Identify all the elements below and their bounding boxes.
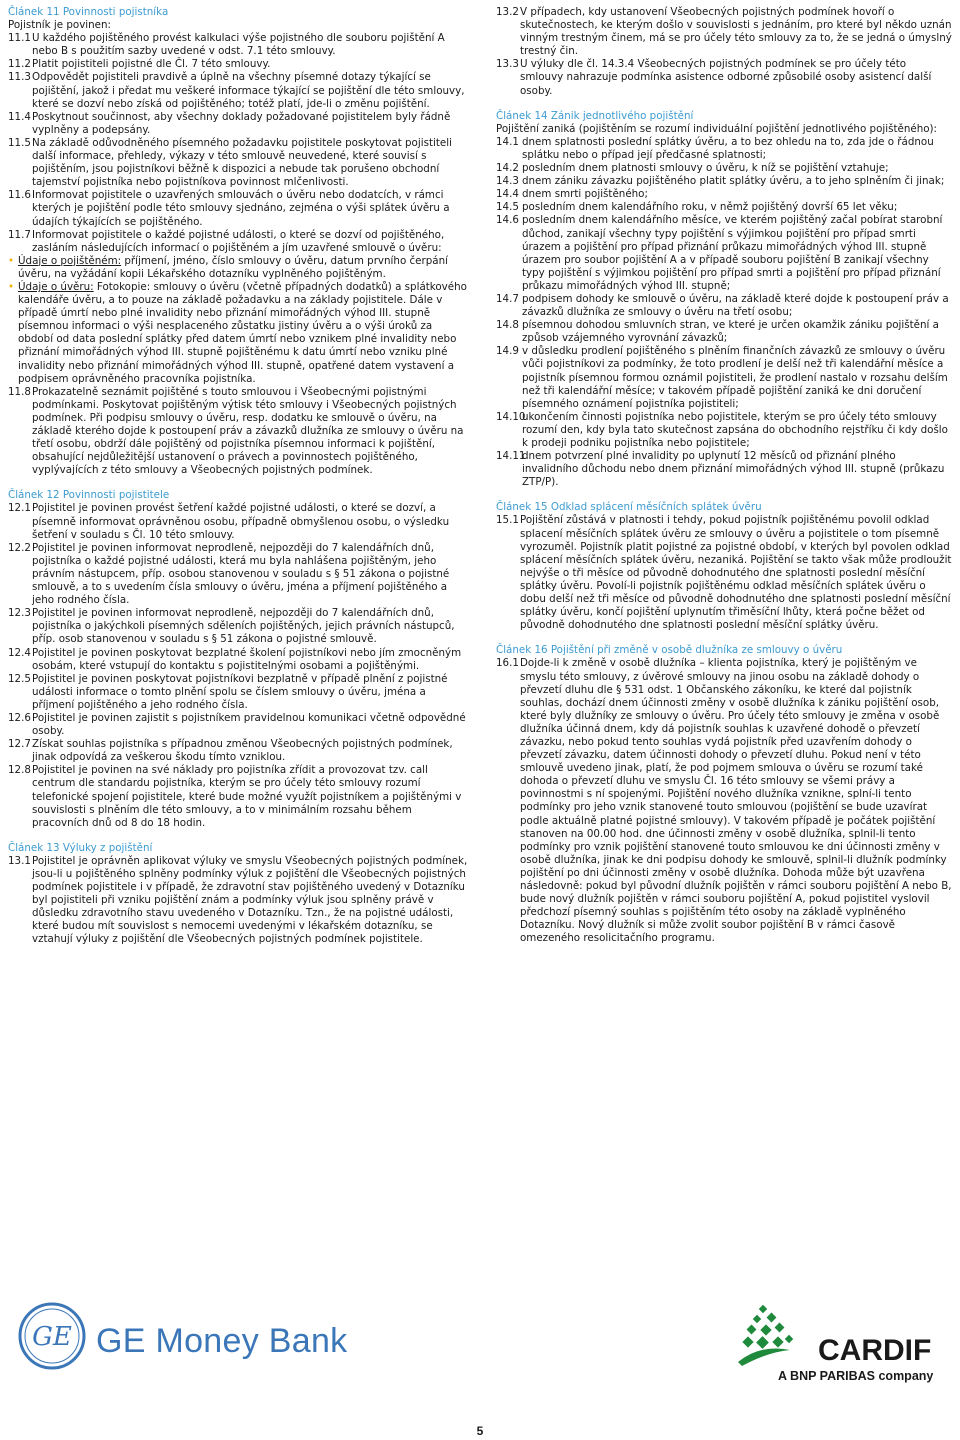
clause-text: dnem smrti pojištěného;: [522, 188, 648, 201]
clause-number: 13.3: [496, 58, 519, 71]
clause-number: 11.5: [8, 136, 31, 149]
clause-text: Dojde-li k změně v osobě dlužníka – klienta pojistníka, který je pojištěným ve smyslu této smlouvy, z úvěrové smlouvy na jinou osobu na základě dohody o převzetí dluhu dle § 531 odst. 1 Občanského zákoníku, ke které dal pojistník souhlas, dochází dnem účinnosti změny v osobě dlužníka k zániku pojištění osob, které byly dlužníky ze smlouvy o úvěru. Pro účely této smlouvy je změna v osobě dlužníka účinná dnem, kdy dá pojistník souhlas k uzavřené dohodě o převzetí závazku, nebo pokud tento souhlas vydá pojistník před uzavřením dohody o převzetí závazku, datem účinnosti dohody o převzetí dluhu. Pokud není v této smlouvě uvedeno jinak, platí, že pod pojmem smlouva o úvěru se rozumí také dohoda o převzetí dluhu ve smyslu Čl. 16 této smlouvy se všemi právy a povinnostmi s ní spojenými. Pojištění nového dlužníka vznikne, splní-li tento podmínky pro jeho vznik stanovené touto smlouvou (pojištění se bude uzavírat podle aktuálně platné pojistné smlouvy). V takovém případě je počátek pojištění stanoven na 00.00 hod. dne účinnosti změny v osobě dlužníka, splnil-li tento podmínky pro vznik pojištění stanovené touto smlouvou ke dni účinnosti změny v osobě dlužníka, jinak ke dni podpisu dohody ke smlouvě, splnil-li dlužník podmínky pojištění po dni účinnosti změny v osobě dlužníka. Dohoda může být uzavřena následovně: pokud byl původní dlužník pojištěn v rámci souboru pojištění A nebo B, bude nový dlužník pojištěn v rámci souboru pojištění A, pokud pojistitel vyslovil předchozí písemný souhlas s pojištěním této osoby na základě vyplněného Dotazníku. Nový dlužník si může zvolit soubor pojištění B v rámci časově omezeného resolicitačního programu.: [520, 657, 952, 945]
clause-text: dnem potvrzení plné invalidity po uplynutí 12 měsíců od přiznání plného invalidního důchodu nebo dnem přiznání mimořádných výhod III. stupně (průkazu ZTP/P).: [522, 450, 945, 489]
clause-item: [8, 58, 470, 71]
clause-text: V případech, kdy ustanovení Všeobecných pojistných podmínek hovoří o skutečnostech, ke kterým došlo v souvislosti s jednáním, pro které byl někdo uznán vinným trestným činem, má se pro účely této smlouvy za to, že se jedná o úmyslný trestný čin.: [520, 6, 952, 58]
clause-item: [496, 514, 952, 632]
clause-number: 12.7: [8, 738, 31, 751]
clause-item: [8, 32, 470, 58]
clause-number: 14.6: [496, 214, 519, 227]
clause-number: 11.6: [8, 189, 31, 202]
clause-item: [8, 712, 470, 738]
clause-number: 11.2: [8, 58, 31, 71]
clause-item: [8, 855, 470, 947]
clause-number: 14.2: [496, 162, 519, 175]
clause-item: [8, 738, 470, 764]
clause-item: [496, 162, 952, 175]
clause-item: [496, 345, 952, 410]
clause-number: 11.7: [8, 228, 31, 241]
bullet-label: Údaje o pojištěném:: [18, 254, 122, 267]
clause-item: [496, 293, 952, 319]
clause-text: ukončením činnosti pojistníka nebo pojistitele, kterým se pro účely této smlouvy rozumí den, kdy byla tato skutečnost zapsána do obchodního rejstříku či kdy došlo k prodeji podniku pojistníka nebo pojistitele;: [522, 410, 948, 449]
clause-item: [496, 450, 952, 489]
clause-item: [496, 411, 952, 450]
clause-item: [496, 201, 952, 214]
article-11-bullets: [8, 255, 470, 386]
cardif-stars-icon: [738, 1305, 793, 1366]
clause-item: [8, 673, 470, 712]
clause-item: [496, 175, 952, 188]
clause-item: [496, 214, 952, 293]
clause-item: [8, 542, 470, 607]
article-16-heading: Článek 16 Pojištění při změně v osobě dlužníka ze smlouvy o úvěru: [496, 644, 843, 657]
clause-number: 12.4: [8, 646, 31, 659]
clause-text: Poskytnout součinnost, aby všechny doklady požadované pojistitelem byly řádně vyplněny a podepsány.: [32, 110, 451, 136]
clause-number: 12.8: [8, 764, 31, 777]
clause-text: písemnou dohodou smluvních stran, ve které je určen okamžik zániku pojištění a způsob vzájemného vyrovnání závazků;: [522, 319, 939, 345]
cardif-tagline: A BNP PARIBAS company: [778, 1369, 934, 1383]
clause-text: Pojistitel je povinen zajistit s pojistníkem pravidelnou komunikaci včetně odpovědné osoby.: [32, 711, 466, 738]
clause-text: posledním dnem kalendářního měsíce, ve kterém pojištěný začal pobírat starobní důchod, zanikají všechny typy pojištění s výjimkou pojištění pro případ smrti úrazem a pojištění pro případ přiznání průkazu mimořádných výhod III. stupně úrazem pro soubor pojištění A a v případě souboru pojištění B zanikají všechny typy pojištění s výjimkou pojištění pro případ smrti a pojištění pro případ přiznání průkazu mimořádných výhod III. stupně;: [522, 214, 943, 292]
clause-number: 14.7: [496, 292, 519, 305]
clause-text: Prokazatelně seznámit pojištěné s touto smlouvou i Všeobecnými pojistnými podmínkami. Poskytovat pojištěným výtisk této smlouvy i Všeobecných pojistných podmínek. Při podpisu smlouvy o úvěru, resp. dodatku ke smlouvě o úvěru, na základě kterého dojde k postoupení práv a závazků dlužníka ze smlouvy o úvěru na třetí osobu, obdrží dále pojištěný od pojistníka písemnou informaci k pojištění, obsahující nejdůležitější ustanovení o právech a povinnostech pojištěného, vyplývajících z této smlouvy a Všeobecných pojistných podmínek.: [32, 385, 464, 477]
clause-number: 16.1: [496, 657, 519, 670]
clause-text: Na základě odůvodněného písemného požadavku pojistitele poskytovat pojistiteli další informace, přehledy, výkazy v této smlouvě neuvedené, které souvisí s pojištěním, jsou pojistníkovi běžně k dispozici a nebude tak porušeno obchodní tajemství pojistníka nebo pojistníkova povinnost mlčenlivosti.: [32, 136, 452, 189]
bullet-item: [8, 281, 470, 386]
clause-item: [496, 136, 952, 162]
article-12-heading: Článek 12 Povinnosti pojistitele: [8, 489, 170, 502]
bullet-body: Fotokopie: smlouvy o úvěru (včetně případných dodatků) a splátkového kalendáře úvěru, a to pouze na základě požadavku a na základy pojistitele. Dále v případě úmrtí nebo plné invalidity nebo přiznání mimořádných výhod III. stupně písemnou informaci o výši nesplaceného zůstatku jistiny úvěru a o výši úroků za období od data poslední splátky před datem úmrtí nebo vznikem plné invalidity nebo přiznání mimořádných výhod III. stupně pojištěnému k datu úmrtí nebo vzniku plné invalidity nebo přiznání mimořádných výhod III. stupně, opatřené datem vystavení a podpisem oprávněného pracovníka pojistníka.: [18, 280, 467, 385]
left-column: [8, 6, 470, 947]
clause-text: Pojistitel je oprávněn aplikovat výluky ve smyslu Všeobecných pojistných podmínek, jsou-li u pojištěného splněny podmínky výluk z pojištění dle Všeobecných pojistných podmínek pojistitele i v případě, že zdravotní stav pojištěného uvedený v Dotazníku byl pojistiteli při vzniku pojištění znám a podmínky výluk jsou splněny právě v důsledku zdravotního stavu uvedeného v Dotazníku. Tzn., že na pojistné události, které budou mít souvislost s nemocemi uvedenými v lékařském dotazníku, se vztahují výluky z pojištění dle Všeobecných pojistných podmínek pojistitele.: [32, 854, 468, 946]
clause-item: [8, 71, 470, 110]
clause-number: 12.3: [8, 607, 31, 620]
clause-number: 14.11: [496, 450, 526, 463]
clause-item: [496, 58, 952, 97]
clause-text: U výluky dle čl. 14.3.4 Všeobecných pojistných podmínek se pro účely této smlouvy nahrazuje podmínka asistence odborné způsobilé osoby asistencí další osoby.: [520, 58, 932, 97]
clause-number: 14.9: [496, 345, 519, 358]
cardif-wordmark: CARDIF: [818, 1334, 932, 1367]
clause-11-8: [8, 386, 470, 478]
clause-number: 12.1: [8, 502, 31, 515]
clause-text: podpisem dohody ke smlouvě o úvěru, na základě které dojde k postoupení práv a závazků dlužníka ze smlouvy o úvěru na třetí osobu;: [522, 292, 949, 319]
clause-item: [496, 319, 952, 345]
clause-number: 15.1: [496, 514, 519, 527]
clause-item: [8, 764, 470, 829]
clause-item: [8, 502, 470, 541]
clause-item: [8, 137, 470, 189]
clause-item: [8, 189, 470, 228]
clause-text: dnem splatnosti poslední splátky úvěru, a to bez ohledu na to, zda jde o řádnou splátku nebo o případ její předčasné splatnosti;: [522, 135, 934, 161]
article-16-items: [496, 657, 952, 945]
clause-number: 13.2: [496, 6, 519, 18]
clause-text: Pojistitel je povinen provést šetření každé pojistné události, o které se dozví, a písemně informovat oprávněnou osobu, případně obmyšlenou osobu, o výsledku šetření v souladu s Čl. 10 této smlouvy.: [32, 502, 450, 541]
article-14-heading: Článek 14 Zánik jednotlivého pojištění: [496, 109, 694, 122]
clause-text: Informovat pojistitele o každé pojistné události, o které se dozví od pojištěného, zasláním následujících informací o pojištěném a jím uzavřené smlouvě o úvěru:: [32, 228, 445, 254]
bullet-item: [8, 255, 470, 281]
clause-text: Pojistitel je povinen poskytovat pojistníkovi bezplatně v případě plnění z pojistné události informace o tomto plnění spolu se číslem smlouvy o úvěru, jména a příjmení pojištěného a jeho rodného čísla.: [32, 672, 448, 711]
clause-number: 12.5: [8, 672, 31, 685]
clause-text: Odpovědět pojistiteli pravdivě a úplně na všechny písemné dotazy týkající se pojištění, jakož i předat mu veškeré informace týkající se pojištění dle této smlouvy, které se dozví nebo získá od pojištěného; totéž platí, jde-li o změnu pojištění.: [32, 71, 465, 110]
clause-item: [8, 647, 470, 673]
ge-monogram-icon: [18, 1302, 86, 1370]
clause-number: 14.4: [496, 188, 519, 201]
clause-number: 11.1: [8, 32, 31, 45]
clause-number: 14.1: [496, 135, 519, 148]
clause-number: 11.8: [8, 385, 31, 398]
clause-number: 14.3: [496, 175, 519, 188]
clause-text: Platit pojistiteli pojistné dle Čl. 7 této smlouvy.: [32, 58, 271, 71]
bullet-dot-icon: •: [8, 254, 15, 267]
article-12-items: [8, 502, 470, 829]
clause-text: Pojistitel je povinen na své náklady pro pojistníka zřídit a provozovat tzv. call centrum dle standardu pojistníka, kterým se pro účely této smlouvy rozumí telefonické spojení pojistitele, které bude možné využít pojistníkem a pojištěnými v souvislosti s plněním dle této smlouvy, a to v minimálním rozsahu během pracovních dnů od 8 do 18 hodin.: [32, 764, 462, 829]
clause-number: 12.2: [8, 541, 31, 554]
clause-item: [8, 229, 470, 255]
article-13-heading: Článek 13 Výluky z pojištění: [8, 841, 153, 854]
bullet-text: [18, 255, 470, 281]
clause-number: 14.8: [496, 319, 519, 332]
clause-item: [496, 188, 952, 201]
clause-item: [8, 111, 470, 137]
clause-text: v důsledku prodlení pojištěného s plněním finančních závazků ze smlouvy o úvěru vůči pojistníkovi za podmínky, že toto prodlení je delší než tři kalendářní měsíce a pojistník písemnou formou oznámil pojistiteli, že prodlení nastalo v rozsahu delším než tři kalendářní měsíce; v takovém případě pojištění zaniká ke dni doručení písemného oznámení pojistníka pojistiteli;: [522, 345, 948, 410]
bullet-text: [18, 281, 470, 386]
clause-text: posledním dnem platnosti smlouvy o úvěru, k níž se pojištění vztahuje;: [522, 162, 889, 175]
bullet-body: příjmení, jméno, číslo smlouvy o úvěru, datum prvního čerpání úvěru, na vyžádání kopii Lékařského dotazníku vyplněného pojištěným.: [18, 254, 448, 280]
clause-number: 12.6: [8, 711, 31, 724]
clause-number: 11.3: [8, 71, 31, 84]
clause-text: Pojistitel je povinen poskytovat bezplatné školení pojistníkovi nebo jím zmocněným osobám, které vstupují do kontaktu s pojistitelnými osobami a pojištěnými.: [32, 646, 462, 672]
bullet-label: Údaje o úvěru:: [18, 280, 94, 293]
clause-text: Pojištění zůstává v platnosti i tehdy, pokud pojistník pojištěnému povolil odklad splacení měsíčních splátek úvěru ze smlouvy o úvěru a pojistitele o tom písemně vyrozuměl. Pojistník platit pojistné za pojistné období, v kterých byl povolen odklad splácení měsíčních splátek úvěru, nezaniká. Pojištění se takto však může prodloužit nejvýše o tři měsíce od původně dohodnutého dne splatnosti poslední měsíční splátky úvěru. Povolí-li pojistník pojištěnému odklad měsíčních splátek úvěru o dobu delší než tři měsíce od původně dohodnutého dne splatnosti poslední měsíční splátky úvěru, končí pojištění uplynutím třiměsíční lhůty, která počne běžet od původně dohodnutého dne splatnosti poslední měsíční splátky úvěru.: [520, 514, 952, 632]
article-14-items: [496, 136, 952, 490]
clause-text: Pojistitel je povinen informovat neprodleně, nejpozději do 7 kalendářních dnů, pojistníka o jakýchkoli písemných sděleních pojištěných, jejich právních nástupců, příp. osob stanovenou v souladu s § 51 zákona o pojistné smlouvě.: [32, 607, 455, 646]
clause-number: 14.10: [496, 410, 526, 423]
clause-number: 11.4: [8, 110, 31, 123]
clause-item: [496, 657, 952, 945]
article-14-intro: Pojištění zaniká (pojištěním se rozumí individuální pojištění jednotlivého pojištěného):: [496, 122, 938, 135]
page-number: 5: [476, 1424, 484, 1438]
article-13-items: [8, 855, 470, 947]
clause-text: Pojistitel je povinen informovat neprodleně, nejpozději do 7 kalendářních dnů, pojistníka o každé pojistné události, která mu byla nahlášena pojištěným, jeho právním nástupcem, příp. osobou stanovenou v souladu s § 51 zákona o pojistné smlouvě, a to s uvedením čísla smlouvy o úvěru, jména a příjmení pojištěného a jeho rodného čísla.: [32, 541, 450, 607]
article-11-items: [8, 32, 470, 255]
article-11-intro: Pojistník je povinen:: [8, 19, 112, 32]
ge-monogram-text: GE: [32, 1322, 72, 1352]
clause-text: U každého pojištěného provést kalkulaci výše pojistného dle souboru pojištění A nebo B s použitím sazby uvedené v odst. 7.1 této smlouvy.: [32, 32, 445, 58]
clause-number: 13.1: [8, 854, 31, 867]
article-11-heading: Článek 11 Povinnosti pojistníka: [8, 6, 169, 18]
clause-text: posledním dnem kalendářního roku, v němž pojištěný dovrší 65 let věku;: [522, 201, 898, 214]
clause-text: dnem zániku závazku pojištěného platit splátky úvěru, a to jeho splněním či jinak;: [522, 175, 945, 188]
clause-item: [8, 607, 470, 646]
article-15-items: [496, 514, 952, 632]
bullet-dot-icon: •: [8, 280, 15, 293]
cardif-logo: [720, 1300, 952, 1386]
article-13-items-continued: [496, 6, 952, 98]
article-15-heading: Článek 15 Odklad splácení měsíčních splátek úvěru: [496, 501, 762, 514]
clause-number: 14.5: [496, 201, 519, 214]
clause-text: Získat souhlas pojistníka s případnou změnou Všeobecných pojistných podmínek, jinak odpovídá za veškerou škodu tímto vzniklou.: [32, 738, 453, 764]
clause-text: Informovat pojistitele o uzavřených smlouvách o úvěru nebo dodatcích, v rámci kterých je pojištění podle této smlouvy sjednáno, zejména o výši splátek úvěru a údajích týkajících se pojištěného.: [32, 189, 450, 228]
clause-item: [496, 6, 952, 58]
ge-money-bank-logo-text: GE Money Bank: [96, 1322, 348, 1360]
right-column: [496, 6, 952, 945]
